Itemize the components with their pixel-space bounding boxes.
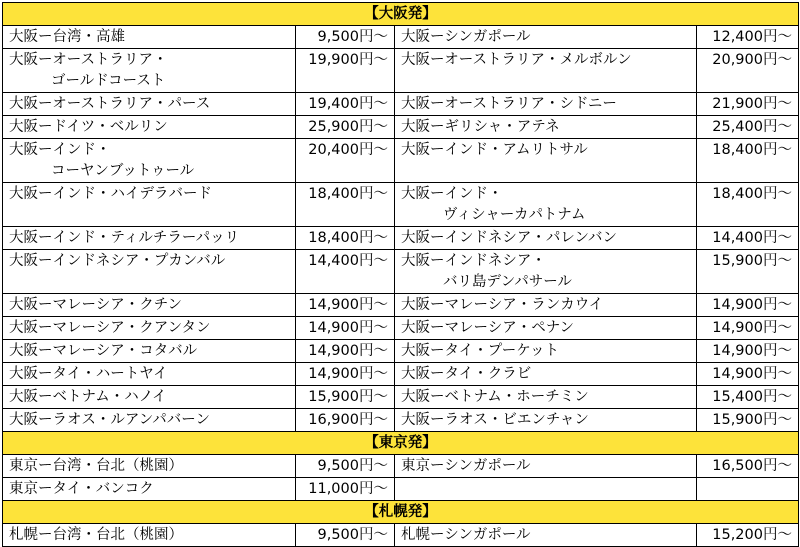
route-label: 大阪ーオーストラリア・パース: [9, 96, 211, 112]
route-label: 大阪ーベトナム・ハノイ: [9, 389, 167, 405]
route-cell-right: [395, 227, 697, 250]
route-label: 大阪ーマレーシア・コタバル: [9, 343, 198, 359]
table-row: [3, 524, 799, 547]
price-cell-left: 9,500円〜: [296, 26, 395, 49]
route-label: 大阪ーインド・アムリトサル: [401, 142, 588, 158]
price-cell-right: 20,900円〜: [697, 49, 799, 93]
route-cell-left: [3, 409, 296, 432]
section-title: 【東京発】: [3, 432, 799, 455]
route-label: 大阪ーギリシャ・アテネ: [401, 119, 560, 135]
route-label: 大阪ーインドネシア・プカンバル: [9, 253, 226, 269]
route-cell-right: [395, 317, 697, 340]
table-row: [3, 183, 799, 227]
price-cell-left: 20,400円〜: [296, 139, 395, 183]
route-cell-left: [3, 250, 296, 294]
route-cell-right: [395, 116, 697, 139]
section-title: 【大阪発】: [3, 3, 799, 26]
table-row: [3, 340, 799, 363]
route-label: 大阪ーマレーシア・クチン: [9, 297, 182, 313]
route-label-continued: ヴィシャーカパトナム: [443, 207, 586, 223]
route-cell-left: [3, 183, 296, 227]
route-label: 大阪ー台湾・高雄: [9, 29, 125, 45]
price-cell-right: 15,900円〜: [697, 409, 799, 432]
price-cell-right: 18,400円〜: [697, 183, 799, 227]
route-label: 大阪ーマレーシア・ペナン: [401, 320, 574, 336]
price-cell-right: 18,400円〜: [697, 139, 799, 183]
route-cell-right: [395, 49, 697, 93]
route-cell-left: [3, 340, 296, 363]
price-cell-left: 18,400円〜: [296, 183, 395, 227]
price-cell-left: 19,400円〜: [296, 93, 395, 116]
table-row: [3, 26, 799, 49]
price-cell-right: 14,900円〜: [697, 363, 799, 386]
route-label: 大阪ーオーストラリア・: [9, 52, 168, 68]
price-cell-left: 14,900円〜: [296, 363, 395, 386]
section-header-row: [3, 3, 799, 26]
table-row: [3, 250, 799, 294]
route-cell-right: [395, 250, 697, 294]
route-label: 大阪ーインド・ハイデラバード: [9, 186, 212, 202]
route-label: 大阪ーインド・: [401, 186, 503, 202]
route-cell-left: [3, 386, 296, 409]
price-cell-left: 19,900円〜: [296, 49, 395, 93]
price-cell-right: 14,900円〜: [697, 340, 799, 363]
route-cell-left: [3, 93, 296, 116]
route-cell-right: [395, 340, 697, 363]
route-label: 大阪ーインドネシア・: [401, 253, 546, 269]
table-row: [3, 409, 799, 432]
route-label: 東京ータイ・バンコク: [9, 481, 154, 497]
route-cell-left: [3, 26, 296, 49]
route-cell-left: [3, 116, 296, 139]
route-cell-left: [3, 294, 296, 317]
route-cell-right: [395, 26, 697, 49]
price-cell-left: 14,900円〜: [296, 317, 395, 340]
route-cell-left: [3, 478, 296, 501]
route-label: 大阪ーオーストラリア・メルボルン: [401, 52, 632, 68]
table-row: [3, 386, 799, 409]
route-label: 大阪ータイ・クラビ: [401, 366, 532, 382]
route-cell-right: [395, 478, 697, 501]
price-cell-left: 11,000円〜: [296, 478, 395, 501]
table-row: [3, 363, 799, 386]
price-cell-left: 9,500円〜: [296, 455, 395, 478]
route-cell-left: [3, 363, 296, 386]
route-label: 大阪ータイ・プーケット: [401, 343, 560, 359]
route-cell-right: [395, 363, 697, 386]
route-cell-left: [3, 317, 296, 340]
route-label: 大阪ーオーストラリア・シドニー: [401, 96, 617, 112]
section-header-row: [3, 432, 799, 455]
route-label-continued: ゴールドコースト: [51, 73, 166, 89]
route-label: 札幌ーシンガポール: [401, 527, 531, 543]
route-cell-right: [395, 139, 697, 183]
route-label: 大阪ーマレーシア・ランカウイ: [401, 297, 604, 313]
route-cell-right: [395, 294, 697, 317]
price-cell-right: 14,900円〜: [697, 317, 799, 340]
route-label: 大阪ーマレーシア・クアンタン: [9, 320, 211, 336]
table-row: [3, 478, 799, 501]
price-cell-left: 9,500円〜: [296, 524, 395, 547]
price-cell-right: 21,900円〜: [697, 93, 799, 116]
route-label: 大阪ードイツ・ベルリン: [9, 119, 168, 135]
route-cell-left: [3, 524, 296, 547]
price-cell-left: 14,900円〜: [296, 294, 395, 317]
price-cell-left: 16,900円〜: [296, 409, 395, 432]
route-label: 大阪ーベトナム・ホーチミン: [401, 389, 589, 405]
table-row: [3, 93, 799, 116]
price-cell-left: 14,900円〜: [296, 340, 395, 363]
table-row: [3, 455, 799, 478]
route-cell-left: [3, 455, 296, 478]
route-label-continued: コーヤンブットゥール: [51, 163, 195, 179]
route-label: 大阪ータイ・ハートヤイ: [9, 366, 168, 382]
section-title: 【札幌発】: [3, 501, 799, 524]
route-cell-left: [3, 139, 296, 183]
route-label: 大阪ーラオス・ビエンチャン: [401, 412, 589, 428]
route-cell-right: [395, 455, 697, 478]
table-row: [3, 139, 799, 183]
route-cell-right: [395, 409, 697, 432]
route-cell-left: [3, 227, 296, 250]
price-cell-right: [697, 478, 799, 501]
section-header-row: [3, 501, 799, 524]
route-cell-left: [3, 49, 296, 93]
route-label: 東京ー台湾・台北（桃園）: [9, 458, 183, 474]
table-row: [3, 116, 799, 139]
price-cell-right: 25,400円〜: [697, 116, 799, 139]
price-cell-left: 18,400円〜: [296, 227, 395, 250]
route-label: 大阪ーインドネシア・パレンバン: [401, 230, 617, 246]
route-label: 大阪ーインド・: [9, 142, 111, 158]
price-cell-right: 15,900円〜: [697, 250, 799, 294]
table-row: [3, 317, 799, 340]
table-row: [3, 227, 799, 250]
fare-table-body: [3, 3, 799, 547]
price-cell-right: 16,500円〜: [697, 455, 799, 478]
price-cell-right: 15,400円〜: [697, 386, 799, 409]
price-cell-right: 14,400円〜: [697, 227, 799, 250]
table-row: [3, 294, 799, 317]
route-cell-right: [395, 386, 697, 409]
table-row: [3, 49, 799, 93]
price-cell-right: 12,400円〜: [697, 26, 799, 49]
route-cell-right: [395, 183, 697, 227]
route-label: 札幌ー台湾・台北（桃園）: [9, 527, 183, 543]
route-label: 大阪ーインド・ティルチラーパッリ: [9, 230, 240, 246]
route-label: 東京ーシンガポール: [401, 458, 531, 474]
route-cell-right: [395, 524, 697, 547]
route-label-continued: バリ島デンパサール: [443, 274, 572, 290]
price-cell-left: 15,900円〜: [296, 386, 395, 409]
price-cell-left: 25,900円〜: [296, 116, 395, 139]
price-cell-left: 14,400円〜: [296, 250, 395, 294]
route-cell-right: [395, 93, 697, 116]
price-cell-right: 15,200円〜: [697, 524, 799, 547]
route-label: 大阪ーシンガポール: [401, 29, 531, 45]
fare-table: [2, 2, 799, 547]
price-cell-right: 14,900円〜: [697, 294, 799, 317]
route-label: 大阪ーラオス・ルアンパバーン: [9, 412, 210, 428]
